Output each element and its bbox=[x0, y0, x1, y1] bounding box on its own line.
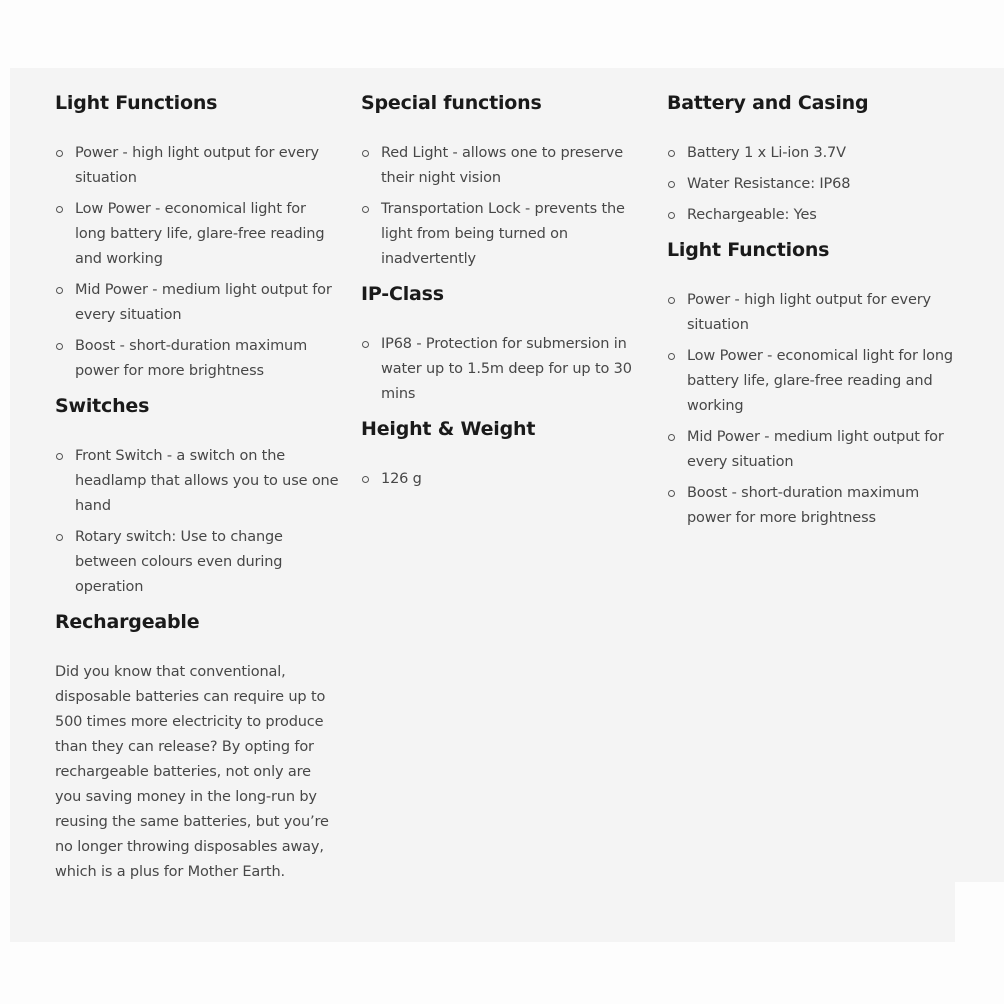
list-item-text: Mid Power - medium light output for every situation bbox=[75, 282, 332, 323]
bullet-circle-icon bbox=[668, 212, 675, 219]
list-item-text: 126 g bbox=[381, 471, 422, 487]
bullet-circle-icon bbox=[668, 353, 675, 360]
list-item-text: Rotary switch: Use to change between colours even during operation bbox=[75, 529, 283, 595]
list-item-text: Red Light - allows one to preserve their night vision bbox=[381, 145, 623, 186]
bullet-circle-icon bbox=[668, 150, 675, 157]
section-title-special-functions: Special functions bbox=[361, 92, 542, 114]
section-title-light-functions: Light Functions bbox=[55, 92, 218, 114]
list-item bbox=[667, 425, 957, 475]
list-item bbox=[55, 278, 340, 328]
section-title-battery-casing: Battery and Casing bbox=[667, 92, 869, 114]
bullet-circle-icon bbox=[56, 343, 63, 350]
section-title-rechargeable: Rechargeable bbox=[55, 611, 200, 633]
list-item bbox=[667, 481, 957, 531]
section-title-light-functions-2: Light Functions bbox=[667, 239, 830, 261]
bullet-circle-icon bbox=[362, 150, 369, 157]
ip-class-list bbox=[361, 332, 646, 407]
height-weight-list bbox=[361, 467, 646, 492]
bullet-circle-icon bbox=[56, 453, 63, 460]
list-item bbox=[667, 288, 957, 338]
bullet-circle-icon bbox=[56, 150, 63, 157]
spec-column-2 bbox=[361, 90, 646, 501]
list-item-text: IP68 - Protection for submersion in water up to 1.5m deep for up to 30 mins bbox=[381, 336, 632, 402]
list-item-text: Boost - short-duration maximum power for more brightness bbox=[75, 338, 308, 379]
spec-column-3 bbox=[667, 90, 957, 540]
list-item bbox=[361, 467, 646, 492]
list-item-text: Transportation Lock - prevents the light from being turned on inadvertently bbox=[381, 201, 625, 267]
light-functions-list-2 bbox=[667, 288, 957, 531]
bullet-circle-icon bbox=[668, 490, 675, 497]
list-item bbox=[55, 197, 340, 272]
section-title-switches: Switches bbox=[55, 395, 150, 417]
bullet-circle-icon bbox=[668, 181, 675, 188]
list-item-text: Battery 1 x Li-ion 3.7V bbox=[687, 145, 846, 161]
list-item-text: Water Resistance: IP68 bbox=[687, 176, 851, 192]
list-item bbox=[361, 332, 646, 407]
list-item bbox=[667, 141, 957, 166]
list-item-text: Power - high light output for every situation bbox=[687, 292, 931, 333]
bullet-circle-icon bbox=[56, 206, 63, 213]
list-item-text: Low Power - economical light for long battery life, glare-free reading and working bbox=[687, 348, 953, 414]
bullet-circle-icon bbox=[362, 206, 369, 213]
battery-casing-list bbox=[667, 141, 957, 228]
section-title-ip-class: IP-Class bbox=[361, 283, 444, 305]
special-functions-list bbox=[361, 141, 646, 272]
list-item bbox=[55, 525, 340, 600]
list-item bbox=[361, 197, 646, 272]
list-item-text: Low Power - economical light for long battery life, glare-free reading and working bbox=[75, 201, 325, 267]
list-item bbox=[667, 172, 957, 197]
bullet-circle-icon bbox=[362, 341, 369, 348]
list-item bbox=[55, 334, 340, 384]
list-item-text: Front Switch - a switch on the headlamp that allows you to use one hand bbox=[75, 448, 339, 514]
switches-list bbox=[55, 444, 340, 600]
list-item bbox=[667, 344, 957, 419]
bullet-circle-icon bbox=[362, 476, 369, 483]
section-title-height-weight: Height & Weight bbox=[361, 418, 536, 440]
list-item-text: Mid Power - medium light output for every situation bbox=[687, 429, 944, 470]
list-item bbox=[667, 203, 957, 228]
list-item bbox=[55, 141, 340, 191]
light-functions-list bbox=[55, 141, 340, 384]
list-item-text: Power - high light output for every situation bbox=[75, 145, 319, 186]
bullet-circle-icon bbox=[668, 297, 675, 304]
bullet-circle-icon bbox=[56, 534, 63, 541]
list-item-text: Rechargeable: Yes bbox=[687, 207, 817, 223]
list-item bbox=[55, 444, 340, 519]
bullet-circle-icon bbox=[56, 287, 63, 294]
bullet-circle-icon bbox=[668, 434, 675, 441]
spec-column-1 bbox=[55, 90, 340, 885]
rechargeable-paragraph: Did you know that conventional, disposable batteries can require up to 500 times more electricity to produce than they can release? By opting for rechargeable batteries, not only are you saving money in the long-run by reusing the same batteries, but you’re no longer throwing disposables away, which is a plus for Mother Earth. bbox=[55, 664, 329, 880]
list-item bbox=[361, 141, 646, 191]
panel-corner-gap bbox=[955, 882, 1004, 942]
list-item-text: Boost - short-duration maximum power for more brightness bbox=[687, 485, 920, 526]
